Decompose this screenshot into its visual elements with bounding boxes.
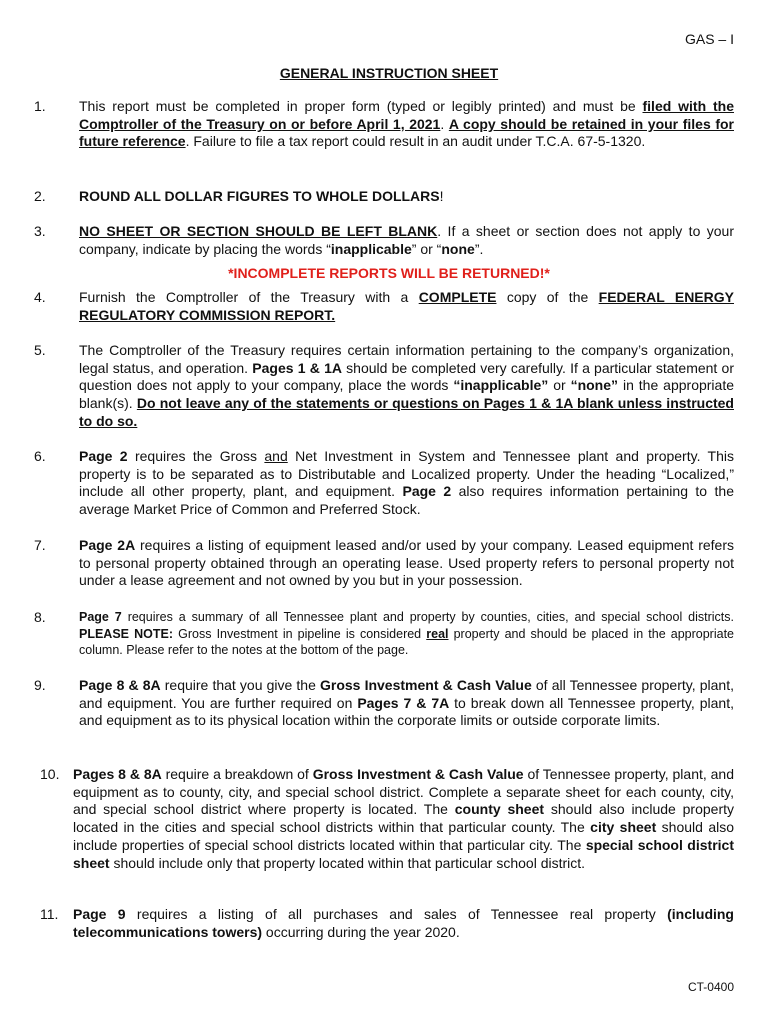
instruction-item-2 xyxy=(34,188,734,206)
instruction-item-10 xyxy=(40,766,734,872)
footer-code: CT-0400 xyxy=(687,980,734,994)
item-number: 1. xyxy=(34,98,46,114)
item-text: Page 2A requires a listing of equipment leased and/or used by your company. Leased equipment refers to personal property obtained through an operating lease. Used property refers to personal property not under a lease agreement and not owned by you but in your possession. xyxy=(79,537,734,589)
item-text: Furnish the Comptroller of the Treasury with a COMPLETE copy of the FEDERAL ENERGY REGULATORY COMMISSION REPORT. xyxy=(79,289,734,323)
item-text: Page 8 & 8A require that you give the Gross Investment & Cash Value of all Tennessee property, plant, and equipment. You are further required on Pages 7 & 7A to break down all Tennessee property, plant, and equipment as to its physical location within the corporate limits or outside corporate limits. xyxy=(79,677,734,729)
item-text: This report must be completed in proper form (typed or legibly printed) and must be filed with the Comptroller of the Treasury on or before April 1, 2021. A copy should be retained in your files for future reference. Failure to file a tax report could result in an audit under T.C.A. 67-5-1320. xyxy=(79,98,734,150)
item-number: 10. xyxy=(40,766,60,782)
instruction-item-5 xyxy=(34,342,734,431)
item-number: 3. xyxy=(34,223,46,239)
incomplete-warning: *INCOMPLETE REPORTS WILL BE RETURNED!* xyxy=(228,265,550,281)
item-number: 7. xyxy=(34,537,46,553)
instruction-item-4 xyxy=(34,289,734,324)
item-number: 9. xyxy=(34,677,46,693)
instruction-item-9 xyxy=(34,677,734,730)
instruction-item-11 xyxy=(40,906,734,941)
instruction-item-7 xyxy=(34,537,734,590)
item-text: Pages 8 & 8A require a breakdown of Gross Investment & Cash Value of Tennessee property, plant, and equipment as to county, city, and special school district. Complete a separate sheet for each county, city, and special school district where property is located. The county sheet should also include property located in the cities and special school districts within that particular county. The city sheet should also include properties of special school districts located within that particular city. The special school district sheet should include only that property located within that particular school district. xyxy=(73,766,735,871)
item-text: Page 7 requires a summary of all Tennessee plant and property by counties, cities, and special school districts. PLEASE NOTE: Gross Investment in pipeline is considered real property and should be placed in the appropriate column. Please refer to the notes at the bottom of the page. xyxy=(79,610,734,657)
item-number: 11. xyxy=(40,906,59,922)
item-text: NO SHEET OR SECTION SHOULD BE LEFT BLANK. If a sheet or section does not apply to your company, indicate by placing the words “inapplicable” or “none”. xyxy=(79,223,734,257)
item-number: 6. xyxy=(34,448,46,464)
item-text: ROUND ALL DOLLAR FIGURES TO WHOLE DOLLARS! xyxy=(79,188,444,204)
instruction-item-8 xyxy=(34,609,734,659)
item-number: 2. xyxy=(34,188,46,204)
instruction-item-6 xyxy=(34,448,734,519)
page-title: GENERAL INSTRUCTION SHEET xyxy=(279,65,499,81)
item-number: 4. xyxy=(34,289,46,305)
item-text: Page 9 requires a listing of all purchases and sales of Tennessee real property (including telecommunications towers) occurring during the year 2020. xyxy=(73,906,734,940)
item-number: 8. xyxy=(34,609,46,625)
item-text: Page 2 requires the Gross and Net Investment in System and Tennessee plant and property. This property is to be separated as to Distributable and Localized property. Under the heading “Localized,” include all other property, plant, and equipment. Page 2 also requires information pertaining to the average Market Price of Common and Preferred Stock. xyxy=(79,448,735,518)
instruction-item-3 xyxy=(34,223,734,258)
item-text: The Comptroller of the Treasury requires certain information pertaining to the company’s organization, legal status, and operation. Pages 1 & 1A should be completed very carefully. If a particular statement or question does not apply to your company, place the words “inapplicable” or “none” in the appropriate blank(s). Do not leave any of the statements or questions on Pages 1 & 1A blank unless instructed to do so. xyxy=(79,342,734,429)
instruction-item-1 xyxy=(34,98,734,151)
item-number: 5. xyxy=(34,342,46,358)
form-code: GAS – I xyxy=(684,31,734,47)
